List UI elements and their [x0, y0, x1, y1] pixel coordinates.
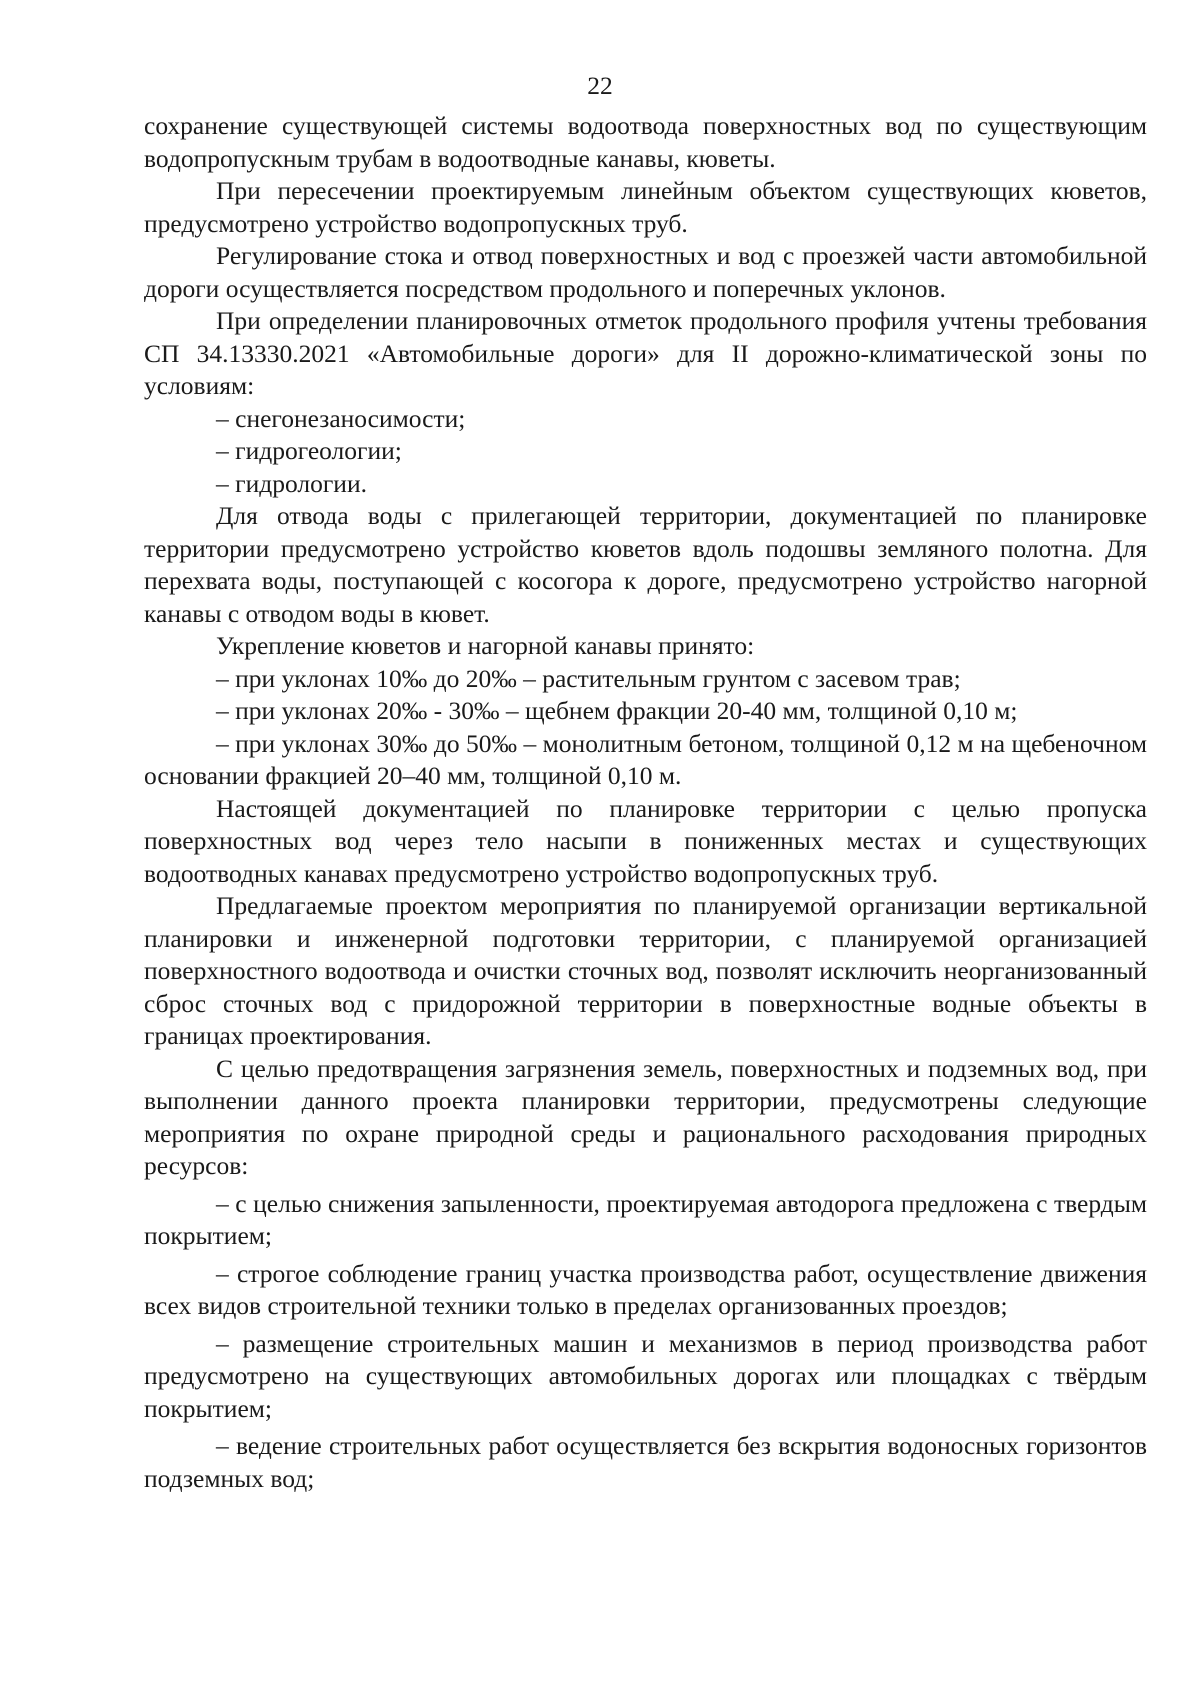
- list-item: – гидрологии.: [216, 468, 367, 498]
- list-item: – строгое соблюдение границ участка производства работ, осуществление движения всех видов строительной техники только в пределах организованных проездов;: [144, 1258, 1147, 1320]
- paragraph: Регулирование стока и отвод поверхностных и вод с проезжей части автомобильной дороги осуществляется посредством продольного и поперечных уклонов.: [144, 241, 1147, 303]
- list-item: – снегонезаносимости;: [216, 403, 466, 433]
- list-item: – размещение строительных машин и механизмов в период производства работ предусмотрено на существующих автомобильных дорогах или площадках с твёрдым покрытием;: [144, 1328, 1147, 1423]
- list-item: – при уклонах 10‰ до 20‰ – растительным грунтом с засевом трав;: [216, 663, 961, 693]
- list-item: – при уклонах 20‰ - 30‰ – щебнем фракции 20-40 мм, толщиной 0,10 м;: [216, 696, 1018, 725]
- paragraph: Для отвода воды с прилегающей территории, документацией по планировке территории предусмотрено устройство кюветов вдоль подошвы земляного полотна. Для перехвата воды, поступающей с косогора к дороге, предусмотрено устройство нагорной канавы с отводом воды в кювет.: [144, 501, 1147, 628]
- paragraph: сохранение существующей системы водоотвода поверхностных вод по существующим водопропускным трубам в водоотводные канавы, кюветы.: [144, 111, 1147, 173]
- paragraph: Предлагаемые проектом мероприятия по планируемой организации вертикальной планировки и инженерной подготовки территории, с планируемой организацией поверхностного водоотвода и очистки сточных вод, позволят исключить неорганизованный сброс сточных вод с придорожной территории в поверхностные водные объекты в границах проектирования.: [144, 891, 1147, 1050]
- list-item: – гидрогеологии;: [216, 436, 402, 465]
- paragraph: Укрепление кюветов и нагорной канавы принято:: [216, 631, 755, 660]
- paragraph: С целью предотвращения загрязнения земель, поверхностных и подземных вод, при выполнении данного проекта планировки территории, предусмотрены следующие мероприятия по охране природной среды и рационального расходования природных ресурсов:: [144, 1053, 1147, 1180]
- paragraph: Настоящей документацией по планировке территории с целью пропуска поверхностных вод через тело насыпи в пониженных местах и существующих водоотводных канавах предусмотрено устройство водопропускных труб.: [144, 793, 1147, 888]
- list-item: – с целью снижения запыленности, проектируемая автодорога предложена с твердым покрытием;: [144, 1188, 1147, 1250]
- page-number: 22: [587, 71, 613, 100]
- list-item: – при уклонах 30‰ до 50‰ – монолитным бетоном, толщиной 0,12 м на щебеночном основании фракцией 20–40 мм, толщиной 0,10 м.: [144, 728, 1147, 790]
- paragraph: При пересечении проектируемым линейным объектом существующих кюветов, предусмотрено устройство водопропускных труб.: [144, 176, 1147, 238]
- paragraph: При определении планировочных отметок продольного профиля учтены требования СП 34.13330.2021 «Автомобильные дороги» для II дорожно-климатической зоны по условиям:: [144, 306, 1147, 400]
- document-body: [144, 110, 1147, 1495]
- list-item: – ведение строительных работ осуществляется без вскрытия водоносных горизонтов подземных вод;: [144, 1431, 1147, 1493]
